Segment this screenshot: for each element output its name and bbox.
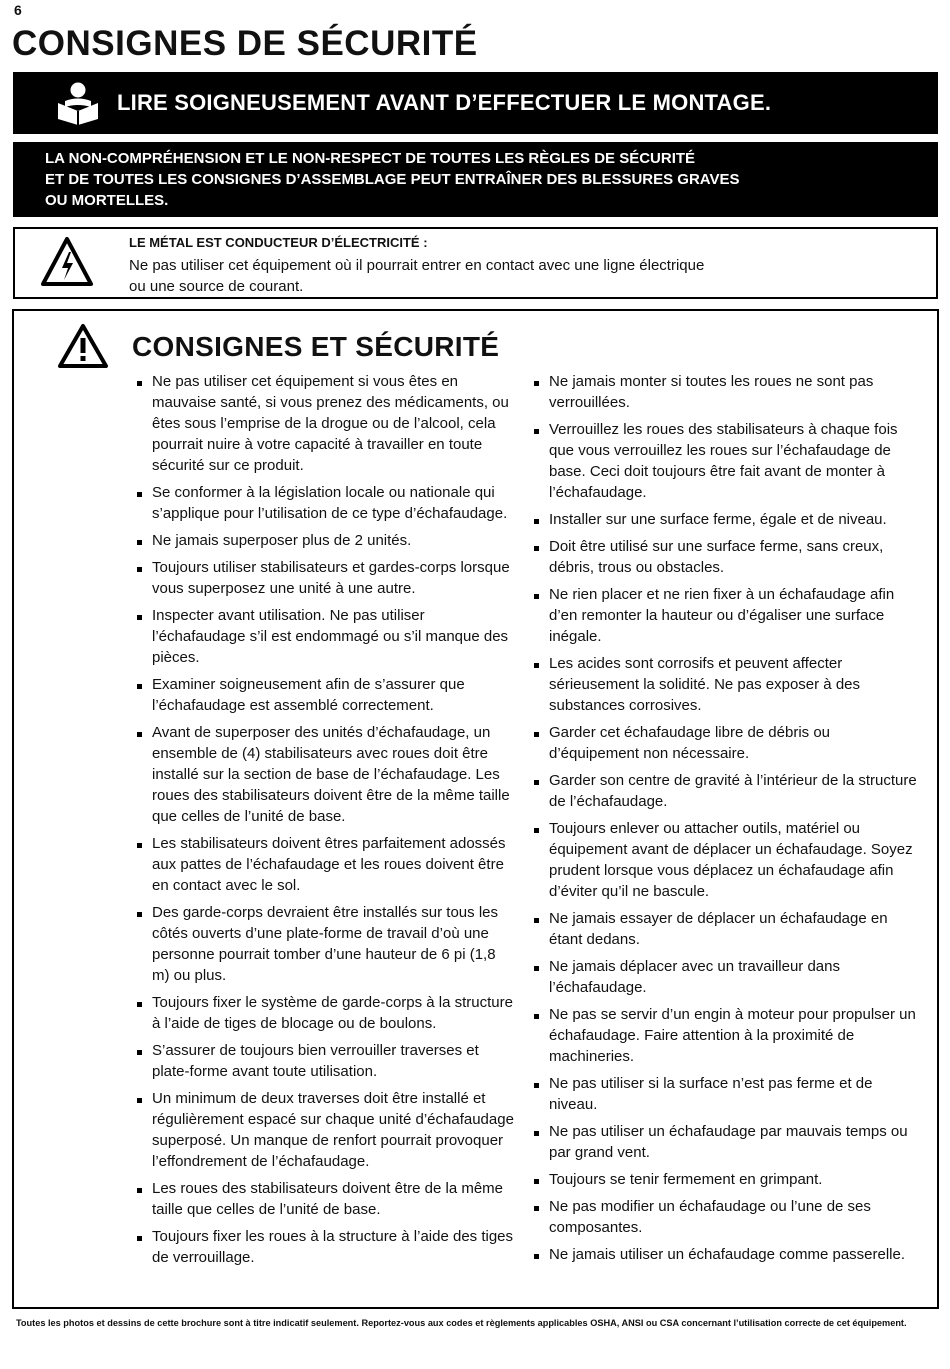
read-carefully-text: LIRE SOIGNEUSEMENT AVANT D’EFFECTUER LE MONTAGE.: [117, 90, 772, 115]
warning-line: OU MORTELLES.: [45, 192, 169, 209]
instruction-item: Les stabilisateurs doivent êtres parfaitement adossés aux pattes de l’échafaudage et les roues doivent être en contact avec le sol.: [134, 833, 514, 896]
instruction-item: Doit être utilisé sur une surface ferme, sans creux, débris, trous ou obstacles.: [531, 536, 921, 578]
instruction-item: Ne pas utiliser un échafaudage par mauvais temps ou par grand vent.: [531, 1121, 921, 1163]
page-number: 6: [14, 2, 22, 18]
instruction-item: Ne rien placer et ne rien fixer à un échafaudage afin d’en remonter la hauteur ou d’égaliser une surface inégale.: [531, 584, 921, 647]
instruction-item: S’assurer de toujours bien verrouiller traverses et plate-forme avant toute utilisation.: [134, 1040, 514, 1082]
instruction-item: Ne pas utiliser cet équipement si vous êtes en mauvaise santé, si vous prenez des médicaments, ou êtes sous l’emprise de la drogue ou de l’alcool, cela pourrait nuire à votre capacité à travailler en toute sécurité sur ce produit.: [134, 371, 514, 476]
instruction-item: Ne jamais essayer de déplacer un échafaudage en étant dedans.: [531, 908, 921, 950]
instructions-title: CONSIGNES ET SÉCURITÉ: [132, 331, 500, 362]
instruction-item: Ne jamais superposer plus de 2 unités.: [134, 530, 514, 551]
instructions-right-column: [531, 371, 921, 1271]
instruction-item: Toujours se tenir fermement en grimpant.: [531, 1169, 921, 1190]
instruction-item: Avant de superposer des unités d’échafaudage, un ensemble de (4) stabilisateurs avec roues doit être installé sur la section de base de l’échafaudage. Les roues des stabilisateurs doivent être de la même taille que celles de l’unité de base.: [134, 722, 514, 827]
warning-icon: [57, 323, 109, 369]
instruction-item: Se conformer à la législation locale ou nationale qui s’applique pour l’utilisation de ce type d’échafaudage.: [134, 482, 514, 524]
instruction-item: Toujours fixer le système de garde-corps à la structure à l’aide de tiges de blocage ou de boulons.: [134, 992, 514, 1034]
instruction-item: Garder son centre de gravité à l’intérieur de la structure de l’échafaudage.: [531, 770, 921, 812]
instructions-left-column: [134, 371, 514, 1274]
instruction-item: Installer sur une surface ferme, égale et de niveau.: [531, 509, 921, 530]
instruction-item: Ne jamais déplacer avec un travailleur dans l’échafaudage.: [531, 956, 921, 998]
reading-person-icon: [53, 80, 103, 126]
instruction-item: Garder cet échafaudage libre de débris ou d’équipement non nécessaire.: [531, 722, 921, 764]
instruction-item: Verrouillez les roues des stabilisateurs à chaque fois que vous verrouillez les roues sur l’échafaudage de base. Ceci doit toujours être fait avant de monter à l’échafaudage.: [531, 419, 921, 503]
instruction-item: Examiner soigneusement afin de s’assurer que l’échafaudage est assemblé correctement.: [134, 674, 514, 716]
electric-hazard-icon: [41, 236, 93, 288]
electric-warning-heading: LE MÉTAL EST CONDUCTEUR D’ÉLECTRICITÉ :: [129, 235, 428, 250]
electric-warning-box: [13, 227, 938, 299]
instruction-item: Ne jamais monter si toutes les roues ne sont pas verrouillées.: [531, 371, 921, 413]
warning-line: LA NON-COMPRÉHENSION ET LE NON-RESPECT DE TOUTES LES RÈGLES DE SÉCURITÉ: [45, 150, 696, 167]
read-carefully-banner: [13, 72, 938, 134]
warning-banner: [13, 142, 938, 217]
instruction-item: Les acides sont corrosifs et peuvent affecter sérieusement la solidité. Ne pas exposer à des substances corrosives.: [531, 653, 921, 716]
instruction-item: Ne pas utiliser si la surface n’est pas ferme et de niveau.: [531, 1073, 921, 1115]
instruction-item: Ne pas modifier un échafaudage ou l’une de ses composantes.: [531, 1196, 921, 1238]
instruction-item: Les roues des stabilisateurs doivent être de la même taille que celles de l’unité de base.: [134, 1178, 514, 1220]
instruction-item: Toujours fixer les roues à la structure à l’aide des tiges de verrouillage.: [134, 1226, 514, 1268]
page-title: CONSIGNES DE SÉCURITÉ: [12, 24, 478, 63]
instruction-item: Inspecter avant utilisation. Ne pas utiliser l’échafaudage s’il est endommagé ou s’il manque des pièces.: [134, 605, 514, 668]
instruction-item: Toujours utiliser stabilisateurs et gardes-corps lorsque vous superposez une unité à une autre.: [134, 557, 514, 599]
instruction-item: Des garde-corps devraient être installés sur tous les côtés ouverts d’une plate-forme de travail d’où une personne pourrait tomber d’une hauteur de 6 pi (1,8 m) ou plus.: [134, 902, 514, 986]
safety-instructions-box: [12, 309, 939, 1309]
instruction-item: Ne jamais utiliser un échafaudage comme passerelle.: [531, 1244, 921, 1265]
electric-warning-text: ou une source de courant.: [129, 278, 304, 295]
footer-disclaimer: Toutes les photos et dessins de cette brochure sont à titre indicatif seulement. Reportez-vous aux codes et règlements applicables OSHA, ANSI ou CSA concernant l’utilisation correcte de cet équipement.: [16, 1318, 907, 1328]
electric-warning-text: Ne pas utiliser cet équipement où il pourrait entrer en contact avec une ligne électrique: [129, 257, 705, 274]
instruction-item: Un minimum de deux traverses doit être installé et régulièrement espacé sur chaque unité d’échafaudage superposé. Un manque de renfort pourrait provoquer l’effondrement de l’échafaudage.: [134, 1088, 514, 1172]
warning-line: ET DE TOUTES LES CONSIGNES D’ASSEMBLAGE PEUT ENTRAÎNER DES BLESSURES GRAVES: [45, 171, 740, 188]
instruction-item: Ne pas se servir d’un engin à moteur pour propulser un échafaudage. Faire attention à la proximité de machineries.: [531, 1004, 921, 1067]
instruction-item: Toujours enlever ou attacher outils, matériel ou équipement avant de déplacer un échafaudage. Soyez prudent lorsque vous déplacez un échafaudage afin d’éviter qu’il ne bascule.: [531, 818, 921, 902]
